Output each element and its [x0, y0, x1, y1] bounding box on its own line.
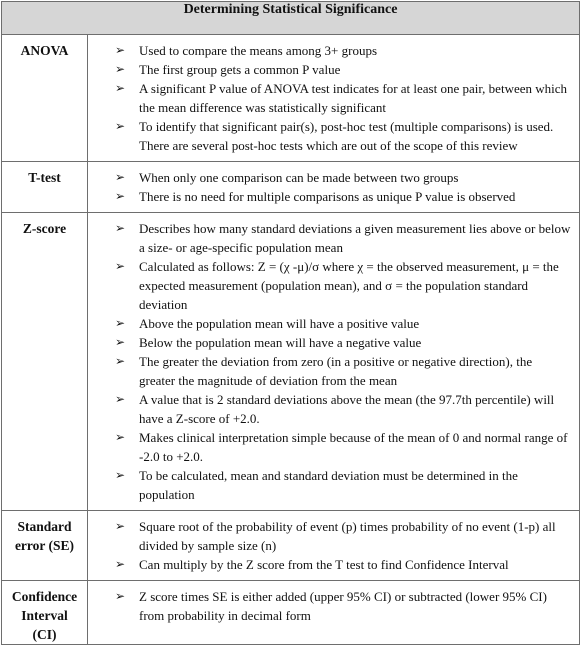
term-label: T-test: [28, 170, 61, 185]
arrowhead-bullet-icon: ➢: [115, 189, 126, 203]
term-label-line: (CI): [32, 627, 57, 642]
arrowhead-bullet-icon: ➢: [115, 589, 126, 603]
bullet-text: Above the population mean will have a positive value: [139, 316, 420, 331]
term-anova: [2, 35, 88, 162]
bullet-list: [88, 168, 571, 206]
bullet-text: Makes clinical interpretation simple because of the mean of 0 and normal range of -2.0 to +2.0.: [139, 430, 568, 464]
arrowhead-bullet-icon: ➢: [115, 81, 126, 95]
term-label-line: error (SE): [14, 538, 75, 553]
bullet-item: [88, 257, 571, 314]
table-row-standard-error: [2, 511, 580, 581]
arrowhead-bullet-icon: ➢: [115, 221, 126, 235]
arrowhead-bullet-icon: ➢: [115, 170, 126, 184]
term-label-line: Standard: [17, 519, 72, 534]
term-label: ANOVA: [20, 43, 69, 58]
bullet-list: [88, 219, 571, 504]
bullet-item: [88, 517, 571, 555]
bullet-text: Calculated as follows: Z = (χ -μ)/σ where χ = the observed measurement, μ = the expected measurement (population mean), and σ = the population standard deviation: [139, 259, 559, 312]
arrowhead-bullet-icon: ➢: [115, 119, 126, 133]
term-t-test: [2, 162, 88, 213]
bullet-item: [88, 219, 571, 257]
term-confidence-interval: [2, 581, 88, 645]
arrowhead-bullet-icon: ➢: [115, 62, 126, 76]
bullet-text: Below the population mean will have a negative value: [139, 335, 422, 350]
arrowhead-bullet-icon: ➢: [115, 43, 126, 57]
description-t-test: [88, 162, 580, 213]
table-row-confidence-interval: [2, 581, 580, 645]
bullet-item: [88, 79, 571, 117]
description-confidence-interval: [88, 581, 580, 645]
bullet-text: To identify that significant pair(s), post-hoc test (multiple comparisons) is used. There are several post-hoc tests which are out of the scope of this review: [139, 119, 554, 153]
bullet-text: A significant P value of ANOVA test indicates for at least one pair, between which the mean difference was statistically significant: [139, 81, 568, 115]
bullet-item: [88, 333, 571, 352]
bullet-text: Can multiply by the Z score from the T test to find Confidence Interval: [139, 557, 509, 572]
arrowhead-bullet-icon: ➢: [115, 519, 126, 533]
arrowhead-bullet-icon: ➢: [115, 354, 126, 368]
bullet-list: [88, 41, 571, 155]
term-label-line: Confidence: [11, 589, 78, 604]
bullet-item: [88, 187, 571, 206]
bullet-item: [88, 587, 571, 625]
bullet-item: [88, 117, 571, 155]
bullet-text: Square root of the probability of event (p) times probability of no event (1-p) all divided by sample size (n): [139, 519, 556, 553]
bullet-text: There is no need for multiple comparisons as unique P value is observed: [139, 189, 516, 204]
arrowhead-bullet-icon: ➢: [115, 430, 126, 444]
bullet-item: [88, 466, 571, 504]
bullet-item: [88, 352, 571, 390]
table-row-t-test: [2, 162, 580, 213]
bullet-item: [88, 168, 571, 187]
table-header-row: [2, 2, 580, 35]
arrowhead-bullet-icon: ➢: [115, 557, 126, 571]
bullet-list: [88, 587, 571, 625]
table-row-anova: [2, 35, 580, 162]
arrowhead-bullet-icon: ➢: [115, 335, 126, 349]
term-label: Z-score: [22, 221, 67, 236]
bullet-text: A value that is 2 standard deviations above the mean (the 97.7th percentile) will have a Z-score of +2.0.: [139, 392, 555, 426]
term-label-line: Interval: [21, 608, 68, 623]
table-title: Determining Statistical Significance: [2, 2, 580, 35]
bullet-item: [88, 41, 571, 60]
table-row-z-score: [2, 213, 580, 511]
bullet-item: [88, 555, 571, 574]
bullet-text: The greater the deviation from zero (in a positive or negative direction), the greater the magnitude of deviation from the mean: [139, 354, 533, 388]
term-standard-error: [2, 511, 88, 581]
bullet-list: [88, 517, 571, 574]
description-z-score: [88, 213, 580, 511]
description-standard-error: [88, 511, 580, 581]
description-anova: [88, 35, 580, 162]
bullet-item: [88, 60, 571, 79]
bullet-item: [88, 390, 571, 428]
bullet-text: The first group gets a common P value: [139, 62, 341, 77]
bullet-text: Describes how many standard deviations a given measurement lies above or below a size- or age-specific population mean: [139, 221, 571, 255]
significance-table: [1, 1, 580, 645]
arrowhead-bullet-icon: ➢: [115, 316, 126, 330]
arrowhead-bullet-icon: ➢: [115, 259, 126, 273]
bullet-text: Z score times SE is either added (upper 95% CI) or subtracted (lower 95% CI) from probability in decimal form: [139, 589, 547, 623]
bullet-text: Used to compare the means among 3+ groups: [139, 43, 378, 58]
bullet-item: [88, 314, 571, 333]
term-z-score: [2, 213, 88, 511]
bullet-item: [88, 428, 571, 466]
arrowhead-bullet-icon: ➢: [115, 468, 126, 482]
bullet-text: To be calculated, mean and standard deviation must be determined in the population: [139, 468, 518, 502]
arrowhead-bullet-icon: ➢: [115, 392, 126, 406]
bullet-text: When only one comparison can be made between two groups: [139, 170, 459, 185]
